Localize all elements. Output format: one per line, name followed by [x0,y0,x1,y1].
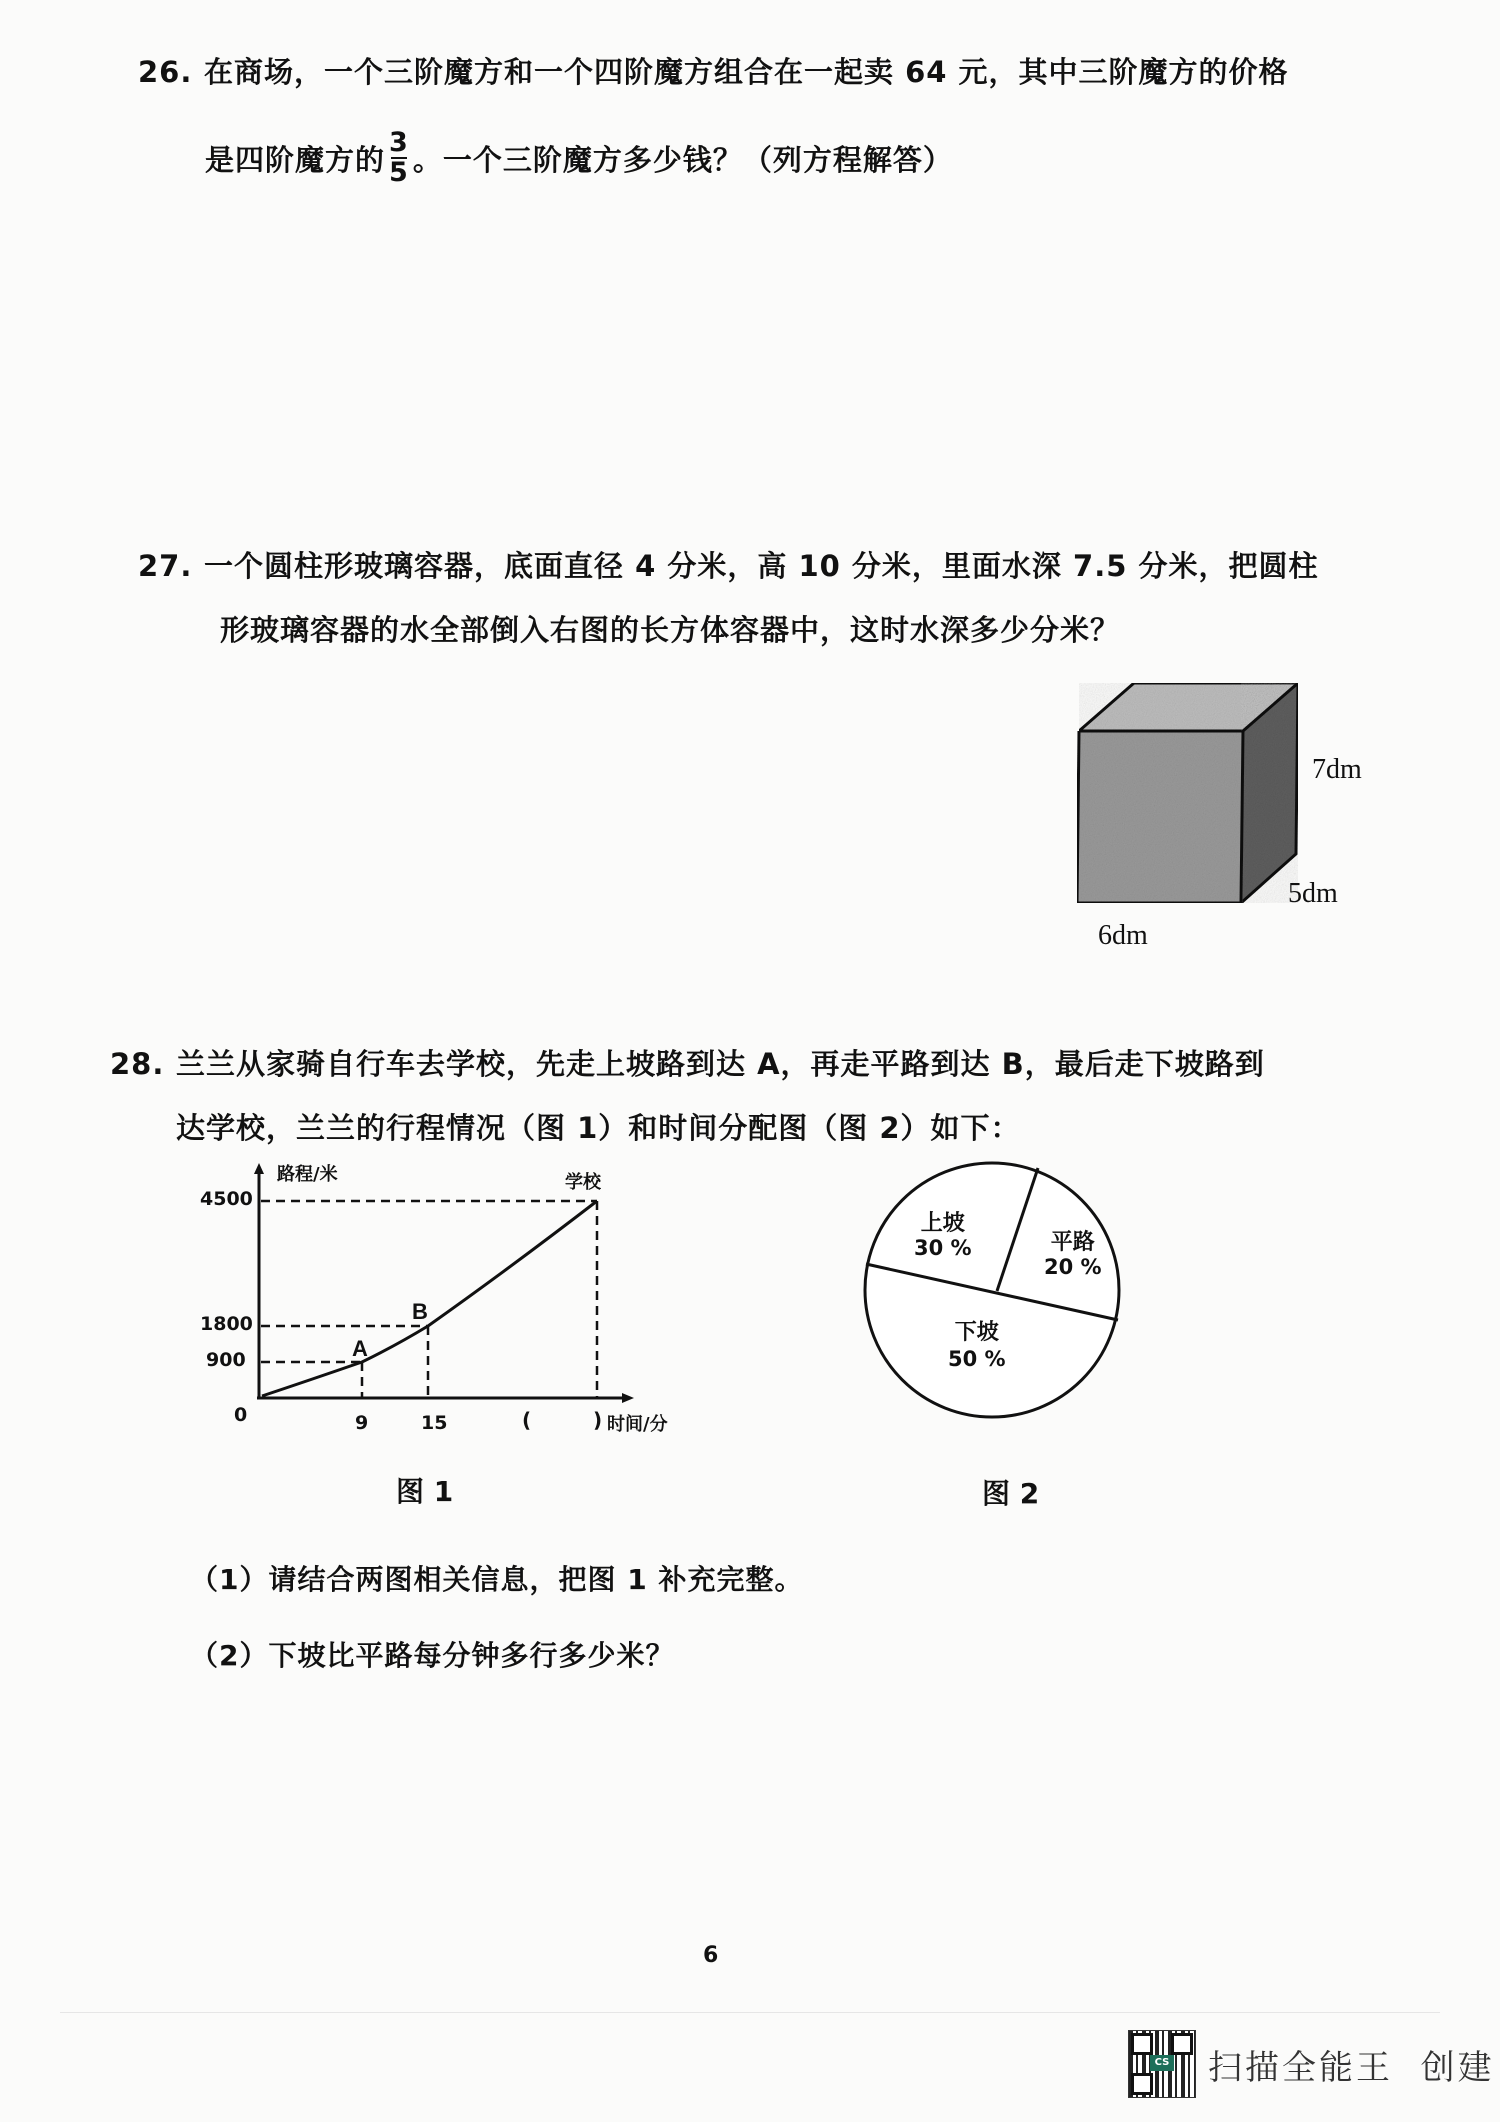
cuboid-figure [1060,670,1380,960]
x-tick-9: 9 [355,1412,369,1434]
origin-label: 0 [234,1404,248,1426]
footer-divider [60,2012,1440,2013]
q27-line1: 27. 一个圆柱形玻璃容器，底面直径 4 分米，高 10 分米，里面水深 7.5 分米，把圆柱 [138,549,1319,583]
q27-number: 27. [138,549,193,583]
point-b-label: B [412,1299,428,1324]
q28-number: 28. [110,1047,165,1081]
blank-paren-close: ) [593,1408,603,1432]
q26-line2: 是四阶魔方的 $\frac{3}{5}$ 。一个三阶魔方多少钱？（列方程解答） [205,127,953,188]
cuboid-depth-label: 5dm [1288,878,1338,909]
x-axis-arrow-icon [622,1393,634,1403]
y-axis-title: 路程/米 [277,1164,338,1185]
figure2-caption: 图 2 [982,1477,1040,1510]
q28-sub-question-2: （2）下坡比平路每分钟多行多少米？ [190,1639,675,1672]
figure2-pie-chart [862,1160,1122,1420]
y-tick-4500: 4500 [200,1188,253,1210]
q28-sub-question-1: （1）请结合两图相关信息，把图 1 补充完整。 [190,1563,804,1596]
cs-badge: CS [1150,2055,1174,2071]
watermark-text: 扫描全能王 创建 [1208,2047,1495,2088]
q26-number: 26. [138,55,193,89]
cuboid-length-label: 6dm [1098,920,1148,951]
figure1-caption: 图 1 [396,1475,454,1508]
q28-line1: 28. 兰兰从家骑自行车去学校，先走上坡路到达 A，再走平路到达 B，最后走下坡路到 [110,1047,1265,1081]
cuboid-height-label: 7dm [1312,754,1362,785]
school-label: 学校 [565,1172,601,1193]
guide-lines [261,1201,597,1398]
q28-line2: 达学校，兰兰的行程情况（图 1）和时间分配图（图 2）如下： [176,1111,1021,1145]
y-axis-arrow-icon [254,1163,264,1174]
pie-outline [865,1163,1119,1417]
pie-slice-downhill: 下坡 50 % [948,1320,1006,1371]
pie-slice-flat: 平路 20 % [1044,1230,1102,1279]
point-a-label: A [352,1336,368,1361]
y-tick-1800: 1800 [200,1313,253,1335]
q27-line2: 形玻璃容器的水全部倒入右图的长方体容器中，这时水深多少分米？ [220,613,1121,647]
page-number: 6 [703,1943,719,1968]
cuboid-drawing [1060,670,1380,960]
route-curve [262,1201,597,1396]
figure1-line-chart [180,1160,740,1460]
y-tick-900: 900 [206,1349,246,1371]
pie-slice-uphill: 上坡 30 % [914,1211,972,1260]
x-tick-15: 15 [421,1412,448,1434]
q26-line1: 26. 在商场，一个三阶魔方和一个四阶魔方组合在一起卖 64 元，其中三阶魔方的价格 [138,55,1289,89]
x-axis-title: 时间/分 [607,1414,668,1435]
blank-paren-open: ( [522,1408,532,1432]
fraction-three-fifths: $\frac{3}{5}$ [389,127,409,188]
qr-code-icon [1128,2030,1196,2098]
scanner-watermark [1128,2030,1495,2098]
